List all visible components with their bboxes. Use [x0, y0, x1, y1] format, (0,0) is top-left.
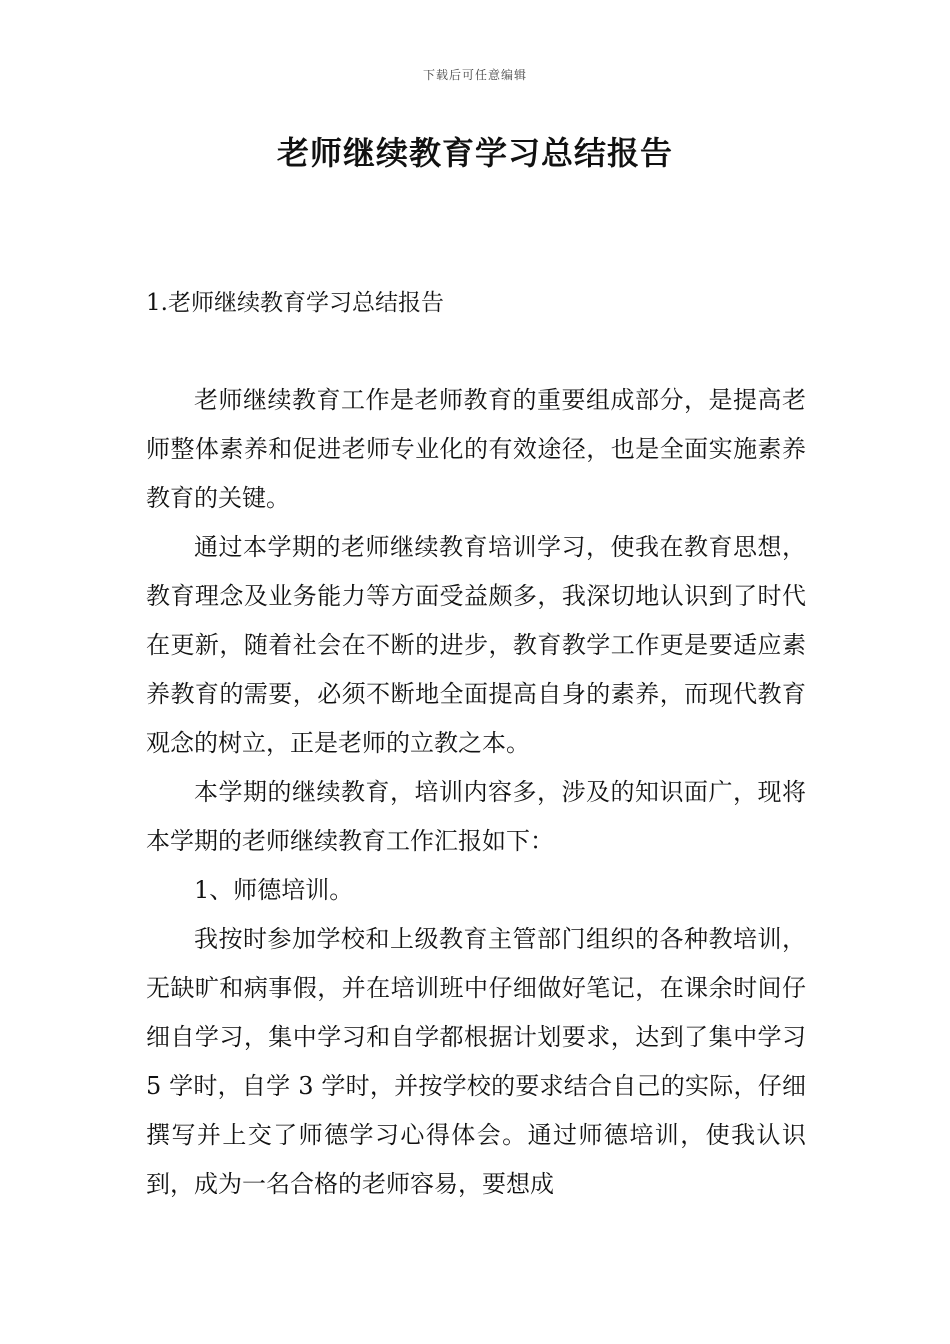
document-title: 老师继续教育学习总结报告 — [276, 134, 673, 172]
paragraph-intro: 老师继续教育工作是老师教育的重要组成部分，是提高老师整体素养和促进老师专业化的有效途径，也是全面实施素养教育的关键。 — [146, 386, 806, 512]
paragraph-learning-reflection: 通过本学期的老师继续教育培训学习，使我在教育思想，教育理念及业务能力等方面受益颇多，我深切地认识到了时代在更新，随着社会在不断的进步，教育教学工作更是要适应素养教育的需要，必须不断地全面提高自身的素养，而现代教育观念的树立，正是老师的立教之本。 — [146, 533, 806, 757]
paragraph-ethics-heading: 1、师德培训。 — [194, 876, 354, 904]
section-heading: 1.老师继续教育学习总结报告 — [146, 290, 444, 316]
header-note: 下载后可任意编辑 — [422, 68, 527, 82]
document-body — [146, 376, 806, 1209]
paragraph-ethics-detail: 我按时参加学校和上级教育主管部门组织的各种教培训，无缺旷和病事假，并在培训班中仔细做好笔记，在课余时间仔细自学习，集中学习和自学都根据计划要求，达到了集中学习 5 学时，自学 3 学时，并按学校的要求结合自己的实际，仔细撰写并上交了师德学习心得体会。通过师德培训，使我认识到，成为一名合格的老师容易，要想成 — [146, 925, 806, 1198]
paragraph-report-intro: 本学期的继续教育，培训内容多，涉及的知识面广，现将本学期的老师继续教育工作汇报如下： — [146, 778, 806, 855]
